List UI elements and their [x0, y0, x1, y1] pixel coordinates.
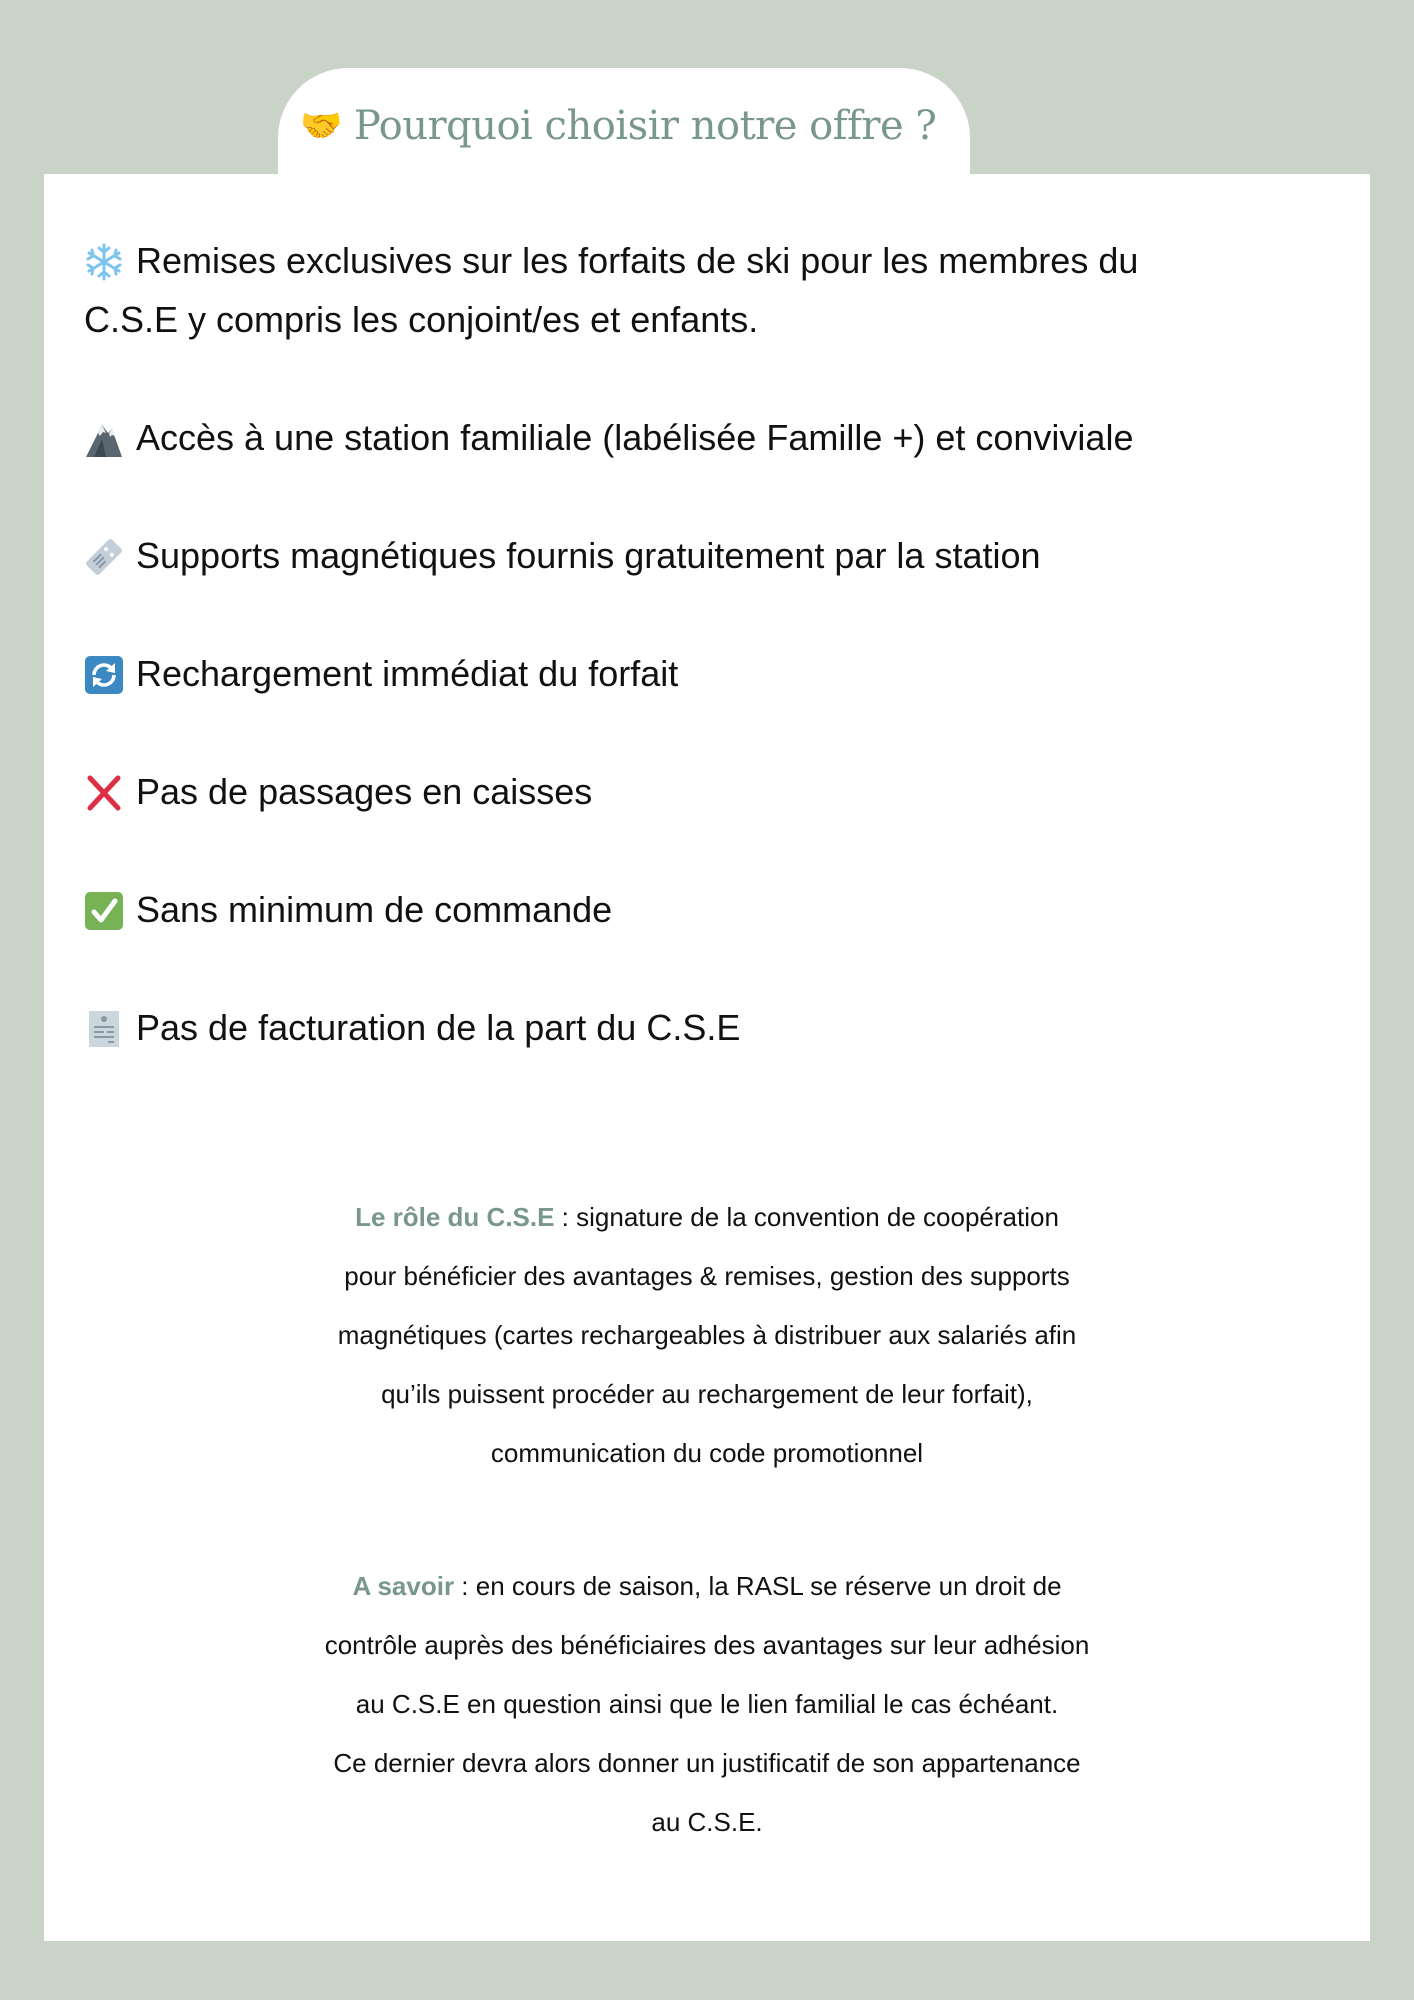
section-title [300, 96, 936, 156]
role-text: communication du code promotionnel [490, 1438, 924, 1468]
notice-text: contrôle auprès des bénéficiaires des avantages sur leur adhésion [324, 1630, 1090, 1660]
role-text: pour bénéficier des avantages & remises, gestion des supports [344, 1261, 1070, 1291]
notice-text: : en cours de saison, la RASL se réserve un droit de [454, 1571, 1062, 1601]
advantages-list-rest [84, 408, 1354, 1116]
notice-text: au C.S.E en question ainsi que le lien familial le cas échéant. [355, 1689, 1059, 1719]
cross-mark-icon [84, 771, 124, 811]
advantage-text: Pas de facturation de la part du C.S.E [136, 1007, 741, 1048]
advantage-text: Accès à une station familiale (labélisée Famille +) et conviviale [136, 417, 1134, 458]
advantage-text: Remises exclusives sur les forfaits de ski pour les membres du [136, 240, 1139, 281]
advantage-item [84, 408, 1354, 467]
advantage-item [84, 762, 1354, 821]
notice-text: au C.S.E. [651, 1807, 763, 1837]
notice-text: Ce dernier devra alors donner un justificatif de son appartenance [333, 1748, 1081, 1778]
handshake-icon: 🤝 [300, 106, 342, 146]
refresh-icon [84, 653, 124, 693]
role-text: magnétiques (cartes rechargeables à distribuer aux salariés afin [337, 1320, 1077, 1350]
advantage-item [84, 526, 1354, 585]
advantage-item [84, 880, 1354, 939]
advantage-item [84, 231, 1354, 290]
receipt-icon [84, 1007, 124, 1047]
notice-label: A savoir [352, 1571, 455, 1601]
advantage-text: Rechargement immédiat du forfait [136, 653, 679, 694]
ticket-icon [84, 535, 124, 575]
role-label: Le rôle du C.S.E [355, 1202, 555, 1232]
advantage-text: Pas de passages en caisses [136, 771, 593, 812]
role-text: qu’ils puissent procéder au rechargement de leur forfait), [381, 1379, 1033, 1409]
advantage-text: Sans minimum de commande [136, 889, 613, 930]
check-mark-icon [84, 889, 124, 929]
advantage-text-continued: C.S.E y compris les conjoint/es et enfants. [84, 299, 759, 340]
role-paragraph [60, 1188, 1354, 1483]
role-text: : signature de la convention de coopération [554, 1202, 1059, 1232]
notice-paragraph [60, 1557, 1354, 1852]
mountain-icon [84, 417, 124, 457]
advantage-item [84, 644, 1354, 703]
section-title-text: Pourquoi choisir notre offre ? [353, 103, 937, 149]
advantage-text: Supports magnétiques fournis gratuitement par la station [136, 535, 1041, 576]
snowflake-icon [84, 240, 124, 280]
advantage-item [84, 998, 1354, 1057]
